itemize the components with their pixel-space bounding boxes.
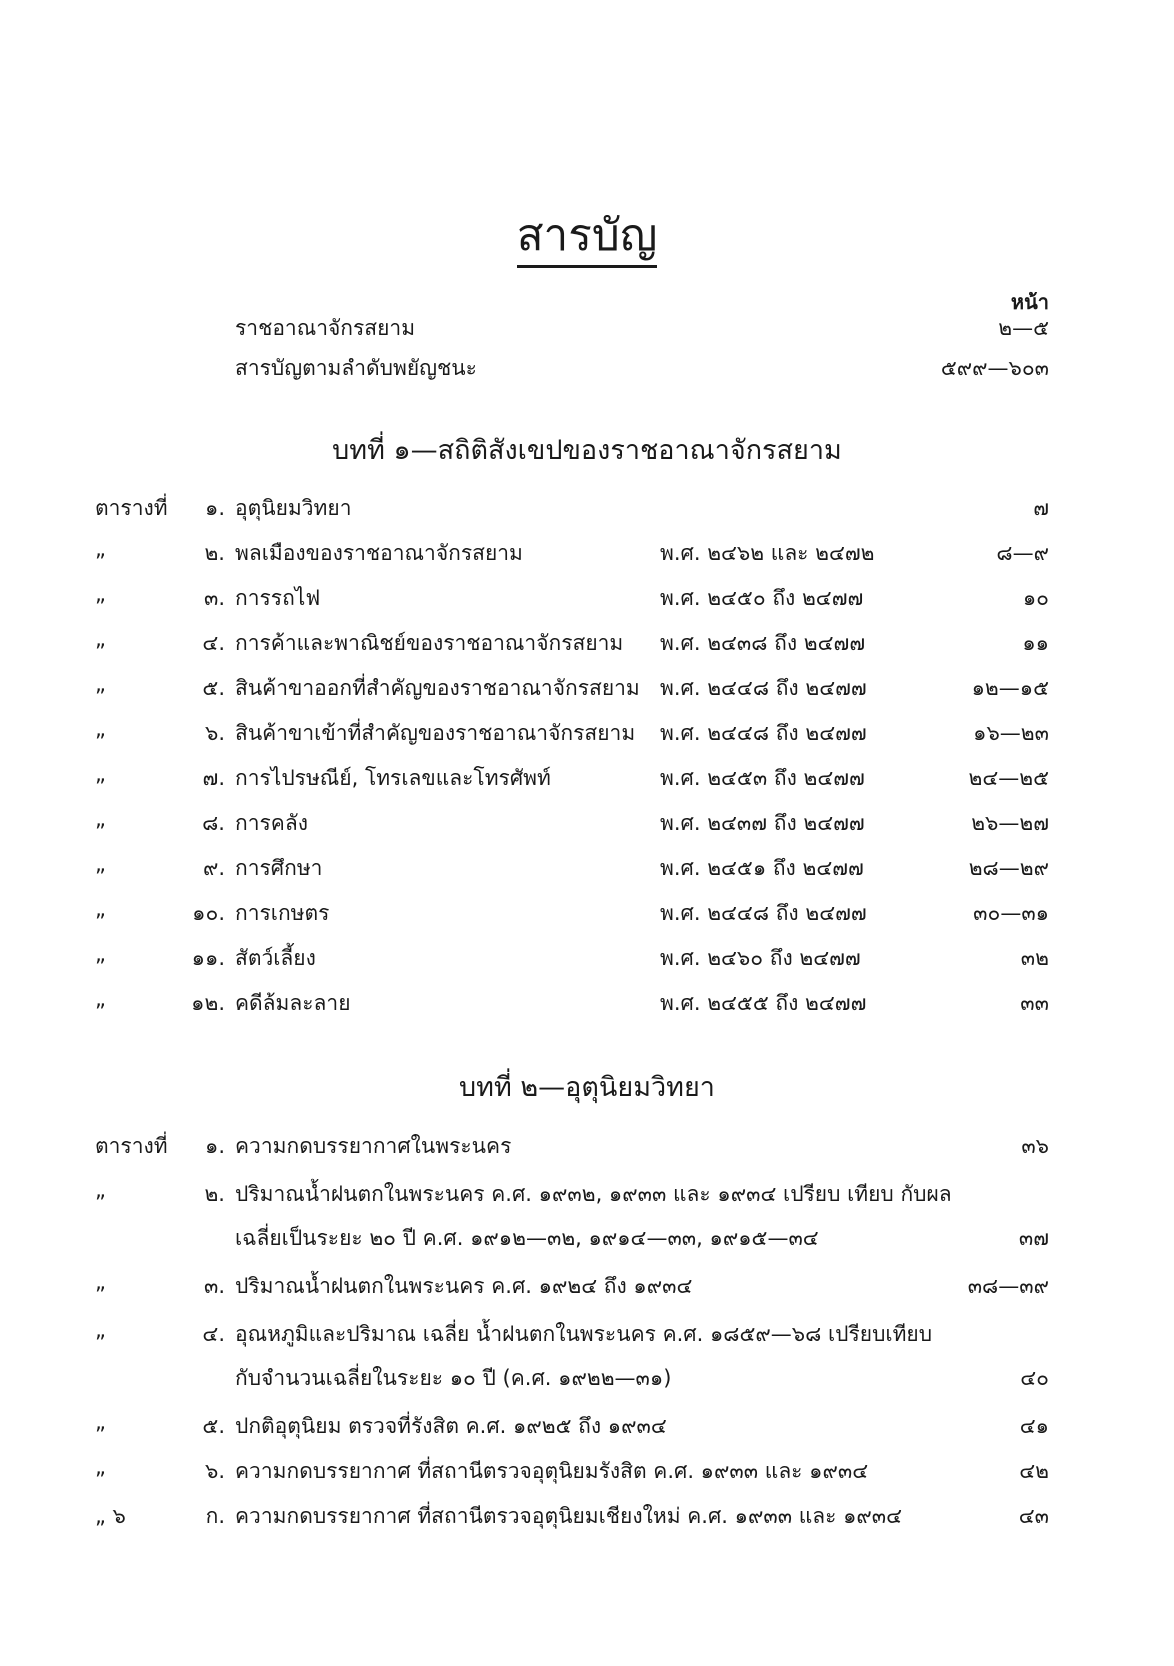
- row-pages: ๒๔—๒๕: [968, 766, 1049, 790]
- row-lead: „: [95, 1410, 106, 1434]
- row-label: การค้าและพาณิชย์ของราชอาณาจักรสยาม: [235, 631, 624, 655]
- row-number: ๖.: [204, 1459, 225, 1483]
- row-pages: ๒๖—๒๗: [971, 811, 1049, 835]
- row-lead: „: [95, 1178, 106, 1202]
- row-number: ๔.: [202, 1322, 225, 1346]
- row-label: ปริมาณน้ำฝนตกในพระนคร ค.ศ. ๑๙๓๒, ๑๙๓๓ และ ๑๙๓๔ เปรียบ เทียบ กับผล: [235, 1182, 952, 1206]
- row-period: พ.ศ. ๒๔๔๘ ถึง ๒๔๗๗: [660, 901, 867, 925]
- row-lead: „ ๖: [95, 1504, 126, 1528]
- row-period: พ.ศ. ๒๔๕๕ ถึง ๒๔๗๗: [660, 991, 867, 1015]
- toc-row: [0, 942, 1174, 974]
- row-lead: „: [95, 1455, 106, 1479]
- row-lead: „: [95, 672, 106, 696]
- row-lead: ตารางที่: [95, 496, 168, 520]
- toc-row: [0, 672, 1174, 704]
- row-period: พ.ศ. ๒๔๔๘ ถึง ๒๔๗๗: [660, 676, 867, 700]
- row-period: พ.ศ. ๒๔๔๘ ถึง ๒๔๗๗: [660, 721, 867, 745]
- row-number: ๘.: [202, 811, 225, 835]
- row-number: ๑.: [204, 1134, 225, 1158]
- row-pages: ๑๐: [1022, 586, 1049, 610]
- toc-row: [0, 1410, 1174, 1442]
- row-pages: ๓๗: [1018, 1226, 1049, 1250]
- row-label: การเกษตร: [235, 901, 330, 925]
- chapter-heading: บทที่ ๑—สถิติสังเขปของราชอาณาจักรสยาม: [332, 435, 842, 466]
- row-period: พ.ศ. ๒๔๓๘ ถึง ๒๔๗๗: [660, 631, 866, 655]
- row-lead: „: [95, 942, 106, 966]
- row-label: ปกติอุตุนิยม ตรวจที่รังสิต ค.ศ. ๑๙๒๕ ถึง ๑๙๓๔: [235, 1414, 667, 1438]
- row-lead: „: [95, 807, 106, 831]
- row-period: พ.ศ. ๒๔๖๐ ถึง ๒๔๗๗: [660, 946, 861, 970]
- row-pages: ๒๘—๒๙: [968, 856, 1049, 880]
- toc-row: [0, 1318, 1174, 1350]
- row-lead: ตารางที่: [95, 1134, 168, 1158]
- row-pages: ๓๐—๓๑: [973, 901, 1049, 925]
- row-number: ๔.: [202, 631, 225, 655]
- row-pages: ๗: [1033, 496, 1049, 520]
- row-label: ความกดบรรยากาศ ที่สถานีตรวจอุตุนิยมเชียงใหม่ ค.ศ. ๑๙๓๓ และ ๑๙๓๔: [235, 1504, 903, 1528]
- title-text: สารบัญ: [517, 210, 658, 268]
- toc-row: [0, 1178, 1174, 1210]
- row-label: การศึกษา: [235, 856, 323, 880]
- toc-row: [0, 1455, 1174, 1487]
- row-label: การรถไฟ: [235, 586, 321, 610]
- row-label: อุณหภูมิและปริมาณ เฉลี่ย น้ำฝนตกในพระนคร ค.ศ. ๑๘๕๙—๖๘ เปรียบเทียบ: [235, 1322, 933, 1346]
- row-pages: ๔๓: [1018, 1504, 1049, 1528]
- row-pages: ๑๒—๑๕: [971, 676, 1049, 700]
- toc-row-continuation: [0, 1362, 1174, 1394]
- row-number: ๑๒.: [191, 991, 225, 1015]
- row-label: สัตว์เลี้ยง: [235, 946, 316, 970]
- row-lead: „: [95, 582, 106, 606]
- toc-row: [0, 582, 1174, 614]
- toc-row: [0, 807, 1174, 839]
- row-pages: ๓๓: [1020, 991, 1049, 1015]
- row-label: อุตุนิยมวิทยา: [235, 496, 352, 520]
- row-period: พ.ศ. ๒๔๕๐ ถึง ๒๔๗๗: [660, 586, 864, 610]
- chapter-heading: บทที่ ๒—อุตุนิยมวิทยา: [459, 1072, 715, 1103]
- row-number: ๙.: [202, 856, 225, 880]
- row-label-continued: กับจำนวนเฉลี่ยในระยะ ๑๐ ปี (ค.ศ. ๑๙๒๒—๓๑): [235, 1366, 672, 1390]
- row-lead: „: [95, 987, 106, 1011]
- entry-pages: ๒—๕: [998, 316, 1049, 340]
- toc-row: [0, 1130, 1174, 1162]
- row-number: ๗.: [202, 766, 225, 790]
- toc-row: [0, 897, 1174, 929]
- toc-row: [0, 762, 1174, 794]
- row-pages: ๓๒: [1020, 946, 1049, 970]
- row-pages: ๑๖—๒๓: [973, 721, 1049, 745]
- row-number: ๑.: [204, 496, 225, 520]
- toc-row: [0, 492, 1174, 524]
- row-lead: „: [95, 537, 106, 561]
- row-number: ๓.: [203, 586, 225, 610]
- row-period: พ.ศ. ๒๔๕๓ ถึง ๒๔๗๗: [660, 766, 865, 790]
- row-number: ๕.: [202, 676, 225, 700]
- toc-row: [0, 1500, 1174, 1532]
- entry-pages: ๕๙๙—๖๐๓: [940, 356, 1049, 380]
- row-lead: „: [95, 762, 106, 786]
- row-period: พ.ศ. ๒๔๖๒ และ ๒๔๗๒: [660, 541, 875, 565]
- toc-row: [0, 537, 1174, 569]
- row-pages: ๔๑: [1019, 1414, 1049, 1438]
- row-label: การคลัง: [235, 811, 308, 835]
- row-label-continued: เฉลี่ยเป็นระยะ ๒๐ ปี ค.ศ. ๑๙๑๒—๓๒, ๑๙๑๔—๓๓, ๑๙๑๕—๓๔: [235, 1226, 819, 1250]
- toc-row: [0, 627, 1174, 659]
- entry-label: ราชอาณาจักรสยาม: [235, 316, 416, 340]
- page-column-header: หน้า: [1010, 290, 1049, 314]
- row-label: ปริมาณน้ำฝนตกในพระนคร ค.ศ. ๑๙๒๔ ถึง ๑๙๓๔: [235, 1274, 693, 1298]
- row-number: ๑๐.: [192, 901, 225, 925]
- row-number: ๖.: [204, 721, 225, 745]
- row-number: ก.: [205, 1504, 225, 1528]
- row-number: ๓.: [203, 1274, 225, 1298]
- row-period: พ.ศ. ๒๔๓๗ ถึง ๒๔๗๗: [660, 811, 865, 835]
- row-lead: „: [95, 627, 106, 651]
- row-pages: ๑๑: [1022, 631, 1049, 655]
- front-entry: [0, 352, 1174, 384]
- row-label: การไปรษณีย์, โทรเลขและโทรศัพท์: [235, 766, 551, 790]
- row-label: ความกดบรรยากาศในพระนคร: [235, 1134, 512, 1158]
- row-lead: „: [95, 852, 106, 876]
- row-label: พลเมืองของราชอาณาจักรสยาม: [235, 541, 523, 565]
- toc-row-continuation: [0, 1222, 1174, 1254]
- row-label: คดีล้มละลาย: [235, 991, 351, 1015]
- toc-row: [0, 852, 1174, 884]
- row-lead: „: [95, 1318, 106, 1342]
- entry-label: สารบัญตามลำดับพยัญชนะ: [235, 356, 477, 380]
- row-pages: ๘—๙: [996, 541, 1049, 565]
- row-period: พ.ศ. ๒๔๕๑ ถึง ๒๔๗๗: [660, 856, 864, 880]
- row-number: ๑๑.: [191, 946, 225, 970]
- row-number: ๒.: [204, 541, 225, 565]
- row-label: สินค้าขาเข้าที่สำคัญของราชอาณาจักรสยาม: [235, 721, 636, 745]
- row-pages: ๓๖: [1021, 1134, 1049, 1158]
- row-pages: ๔๒: [1019, 1459, 1049, 1483]
- row-pages: ๔๐: [1020, 1366, 1049, 1390]
- front-entry: [0, 312, 1174, 344]
- toc-row: [0, 717, 1174, 749]
- row-label: สินค้าขาออกที่สำคัญของราชอาณาจักรสยาม: [235, 676, 640, 700]
- row-lead: „: [95, 1270, 106, 1294]
- page-title: [0, 200, 1174, 270]
- row-pages: ๓๘—๓๙: [967, 1274, 1049, 1298]
- row-number: ๕.: [202, 1414, 225, 1438]
- row-label: ความกดบรรยากาศ ที่สถานีตรวจอุตุนิยมรังสิต ค.ศ. ๑๙๓๓ และ ๑๙๓๔: [235, 1459, 869, 1483]
- toc-row: [0, 1270, 1174, 1302]
- row-number: ๒.: [204, 1182, 225, 1206]
- toc-row: [0, 987, 1174, 1019]
- row-lead: „: [95, 717, 106, 741]
- row-lead: „: [95, 897, 106, 921]
